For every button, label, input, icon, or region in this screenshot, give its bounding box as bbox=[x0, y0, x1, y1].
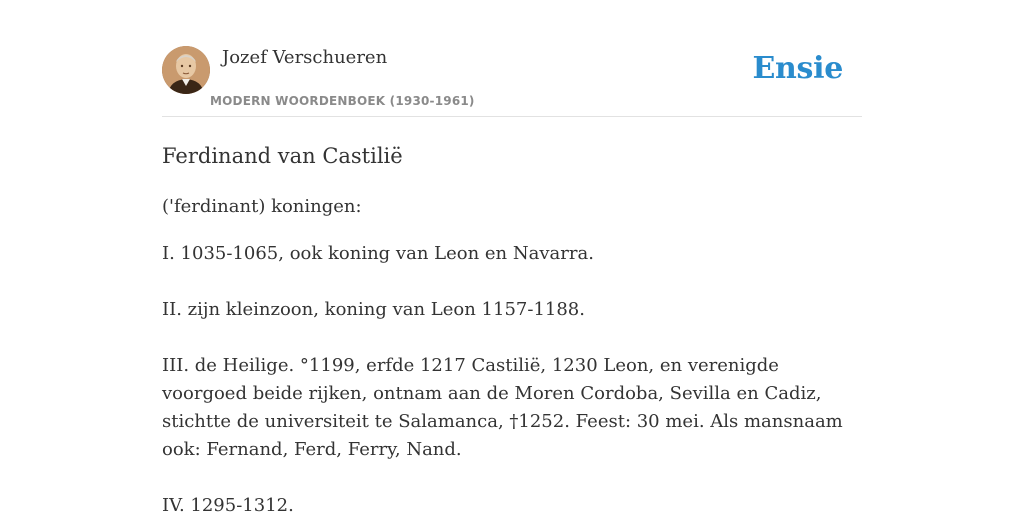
ensie-logo[interactable]: Ensie bbox=[752, 51, 843, 86]
entry-card bbox=[162, 0, 862, 512]
entry-item: III. de Heilige. °1199, erfde 1217 Castilië, 1230 Leon, en verenigde voorgoed beide rijken, ontnam aan de Moren Cordoba, Sevilla en Cadiz, stichtte de universiteit te Salamanca, †1252. Feest: 30 mei. Als mansnaam ook: Fernand, Ferd, Ferry, Nand. bbox=[162, 355, 843, 460]
author-avatar[interactable] bbox=[162, 46, 210, 94]
author-portrait-icon bbox=[162, 46, 210, 94]
entry-content bbox=[162, 117, 862, 512]
entry-title: Ferdinand van Castilië bbox=[162, 144, 403, 168]
source-label[interactable]: MODERN WOORDENBOEK (1930-1961) bbox=[210, 94, 475, 108]
entry-item: II. zijn kleinzoon, koning van Leon 1157-1188. bbox=[162, 299, 585, 320]
pronunciation-line: ('ferdinant) koningen: bbox=[162, 196, 362, 217]
entry-header bbox=[162, 0, 862, 117]
author-name[interactable]: Jozef Verschueren bbox=[222, 47, 388, 68]
entry-item: IV. 1295-1312. bbox=[162, 495, 294, 512]
entry-item: I. 1035-1065, ook koning van Leon en Navarra. bbox=[162, 243, 594, 264]
